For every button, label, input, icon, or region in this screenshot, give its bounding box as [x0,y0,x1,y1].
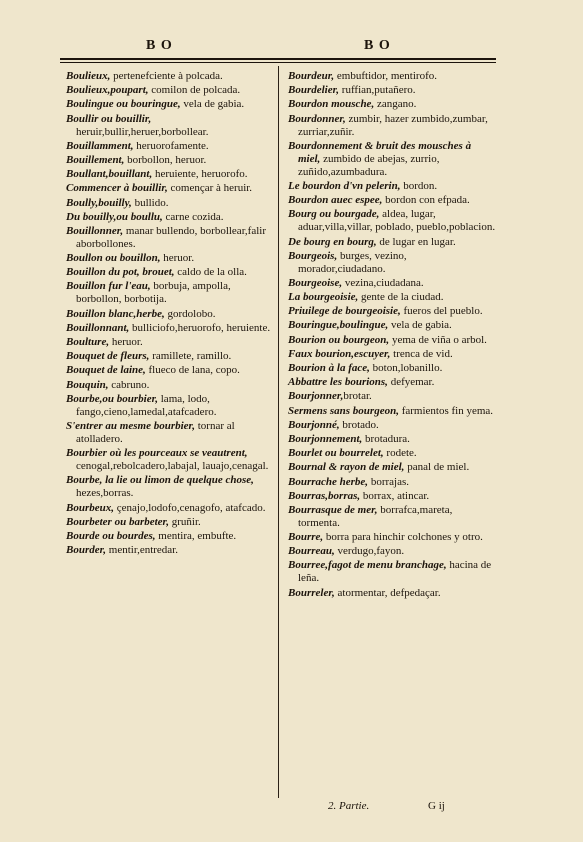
dictionary-entry [288,461,496,474]
dictionary-entry [288,419,496,432]
right-column [288,70,496,601]
entry-headword: Boully,bouilly, [66,196,132,209]
entry-headword: Boulieux,poupart, [66,84,149,97]
dictionary-entry [66,393,274,419]
header-left: B O [146,38,173,53]
column-divider [278,66,279,798]
entry-headword: Sermens sans bourgeon, [288,404,399,417]
entry-headword: Bourlet ou bourrelet, [288,447,384,460]
dictionary-entry [66,280,274,306]
entry-definition: embuftidor, mentirofo. [334,70,437,82]
entry-headword: Bouillon blanc,herbe, [66,307,165,320]
entry-headword: Bourbier où les pourceaux se veautrent, [66,447,248,460]
entry-definition: borrajas. [368,475,409,488]
dictionary-entry [288,405,496,418]
entry-definition: gruñir. [168,515,201,528]
entry-definition: hezes,borras. [76,487,134,500]
header-rule-thin [60,62,496,63]
entry-definition: hacina de leña. [298,559,492,585]
entry-definition: brotadura. [362,432,410,445]
left-column [66,70,274,558]
entry-definition: cabruno. [108,378,150,391]
dictionary-entry [66,516,274,529]
entry-definition: pertenefciente à polcada. [110,70,223,82]
entry-headword: Bourde ou bourdes, [66,529,156,542]
entry-definition: bulliciofo,heruorofo, heruiente. [129,321,271,334]
header-right: B O [364,38,391,53]
entry-headword: Le bourdon d'vn pelerin, [288,179,401,192]
dictionary-entry [66,474,274,500]
entry-headword: Bouquet de laine, [66,364,146,377]
dictionary-entry [66,211,274,224]
entry-definition: gordolobo. [164,307,216,320]
entry-definition: vezina,ciudadana. [342,276,424,289]
entry-definition: carne cozida. [162,210,224,223]
entry-headword: Boullon ou bouillon, [66,252,161,265]
entry-definition: de lugar en lugar. [376,235,456,248]
dictionary-entry [288,334,496,347]
entry-headword: Boullant,bouillant, [66,168,153,181]
dictionary-entry [66,447,274,473]
dictionary-entry [66,336,274,349]
dictionary-entry [288,113,496,139]
entry-definition: començar à heruir. [167,182,253,195]
entry-definition: boton,lobanillo. [369,362,443,374]
dictionary-entry [288,194,496,207]
entry-definition: heruorofamente. [133,139,209,152]
entry-headword: Bourg ou bourgade, [288,208,380,221]
dictionary-entry [288,208,496,234]
entry-headword: De bourg en bourg, [288,235,377,248]
entry-headword: Bourrasque de mer, [288,503,378,516]
dictionary-entry [288,84,496,97]
entry-headword: Bouillamment, [66,139,134,152]
dictionary-entry [66,502,274,515]
entry-headword: Bourjonnement, [288,432,363,445]
entry-headword: Bourjonné, [288,418,340,431]
entry-headword: Bouillement, [66,153,125,166]
entry-headword: Bourbe, la lie ou limon de quelque chose, [66,474,254,487]
entry-definition: borrafca,mareta, tormenta. [298,503,453,529]
entry-headword: Bouquin, [66,378,109,391]
dictionary-entry [66,70,274,83]
entry-headword: Bouillonner, [66,224,124,237]
dictionary-entry [66,322,274,335]
entry-definition: manar bullendo, borbollear,falir aborbollones. [76,224,266,250]
entry-definition: yema de viña o arbol. [389,333,487,346]
entry-definition: borra para hinchir colchones y otro. [323,531,483,544]
dictionary-entry [66,154,274,167]
entry-headword: Bouillonnant, [66,321,130,334]
dictionary-entry [288,545,496,558]
entry-headword: Bourrache herbe, [288,475,369,488]
signature-mark: G ij [428,800,445,812]
entry-definition: brotar. [343,390,372,403]
dictionary-entry [288,140,496,179]
entry-headword: Bouillon du pot, brouet, [66,266,175,279]
entry-headword: Abbattre les bourions, [288,376,388,389]
entry-definition: rodete. [383,447,417,460]
dictionary-entry [66,84,274,97]
dictionary-entry [288,390,496,403]
entry-definition: ramillete, ramillo. [149,350,232,363]
entry-definition: zangano. [374,98,417,111]
dictionary-entry [66,98,274,111]
dictionary-entry [66,266,274,279]
entry-headword: Bourras,borras, [288,489,361,502]
entry-definition: aldea, lugar, aduar,villa,villar, poblado, pueblo,poblacion. [298,208,496,234]
entry-definition: vela de gabia. [388,319,452,332]
dictionary-entry [288,376,496,389]
entry-definition: borbuja, ampolla, borbollon, borbotija. [76,280,231,306]
dictionary-entry [288,250,496,276]
entry-definition: heruir,bullir,heruer,borbollear. [76,125,209,138]
entry-definition: zumbido de abejas, zurrio, zuñido,azumbadura. [298,152,440,178]
entry-headword: Bourgeois, [288,249,338,262]
dictionary-page [60,30,496,830]
entry-headword: Boullir ou bouillir, [66,112,152,125]
entry-definition: brotado. [339,418,379,431]
entry-headword: Bourre, [288,531,324,544]
dictionary-entry [288,305,496,318]
entry-headword: Bourion à la face, [288,362,370,374]
entry-definition: gente de la ciudad. [358,291,444,304]
entry-headword: La bourgeoisie, [288,291,359,304]
running-header [60,38,496,56]
dictionary-entry [288,180,496,193]
entry-definition: borrax, atincar. [360,489,430,502]
entry-headword: Bourbeux, [66,501,114,514]
dictionary-entry [288,319,496,332]
entry-definition: vela de gabia. [180,98,245,111]
entry-headword: Bourjonner, [288,390,344,403]
entry-headword: Commencer à bouillir, [66,182,168,195]
entry-headword: Du bouilly,ou boullu, [66,210,163,223]
entry-definition: bullido. [131,196,169,209]
entry-headword: Bourder, [66,544,107,557]
entry-definition: heruor. [160,252,195,265]
entry-headword: Boulieux, [66,70,111,82]
dictionary-entry [66,350,274,363]
dictionary-entry [288,236,496,249]
dictionary-entry [288,277,496,290]
dictionary-entry [66,113,274,139]
dictionary-entry [66,420,274,446]
entry-headword: Bourdonnement & bruit des mousches à miel, [288,139,472,165]
entry-definition: lama, lodo, fango,cieno,lamedal,atafcadero. [76,392,217,418]
dictionary-entry [288,476,496,489]
dictionary-entry [288,587,496,600]
entry-headword: Bourreau, [288,545,335,558]
dictionary-entry [288,559,496,585]
dictionary-entry [288,348,496,361]
entry-definition: heruor. [109,336,143,348]
entry-definition: borbollon, heruor. [124,153,207,166]
entry-headword: Bournal & rayon de miel, [288,461,405,474]
dictionary-entry [66,140,274,153]
dictionary-entry [66,168,274,181]
entry-definition: ruffian,putañero. [339,84,416,97]
entry-headword: Bouillon fur l'eau, [66,280,151,293]
entry-definition: farmientos fin yema. [398,404,494,417]
dictionary-entry [66,182,274,195]
entry-definition: bordon. [400,179,438,192]
part-label: 2. Partie. [328,800,370,812]
dictionary-entry [66,544,274,557]
entry-headword: Bourree,fagot de menu branchage, [288,559,447,572]
entry-headword: Bourdelier, [288,84,340,97]
entry-headword: Bourbeter ou barbeter, [66,515,169,528]
dictionary-entry [288,447,496,460]
dictionary-entry [288,70,496,83]
dictionary-entry [66,308,274,321]
entry-definition: burges, vezino, morador,ciudadano. [298,249,407,275]
dictionary-entry [288,531,496,544]
entry-headword: Bourgeoise, [288,276,343,289]
dictionary-entry [66,225,274,251]
dictionary-entry [288,504,496,530]
dictionary-entry [66,252,274,265]
entry-headword: Bouquet de fleurs, [66,350,150,363]
entry-headword: S'entrer au mesme bourbier, [66,419,195,432]
entry-headword: Priuilege de bourgeoisie, [288,305,401,318]
entry-definition: zumbir, hazer zumbido,zumbar, zurriar,zuñir. [298,112,488,138]
entry-headword: Faux bourion,escuyer, [288,347,391,360]
entry-definition: flueco de lana, copo. [145,364,240,377]
entry-headword: Boulingue ou bouringue, [66,98,181,111]
entry-headword: Bourion ou bourgeon, [288,333,390,346]
entry-headword: Bourdeur, [288,70,335,82]
dictionary-entry [288,433,496,446]
entry-definition: atormentar, defpedaçar. [334,586,441,599]
entry-definition: verdugo,fayon. [334,545,405,558]
dictionary-entry [66,197,274,210]
entry-definition: fueros del pueblo. [400,305,483,318]
entry-definition: defyemar. [387,376,435,389]
entry-definition: tornar al atolladero. [76,419,235,445]
dictionary-entry [288,291,496,304]
dictionary-entry [288,98,496,111]
dictionary-entry [66,364,274,377]
entry-definition: mentir,entredar. [106,544,178,557]
entry-headword: Bourreler, [288,586,335,599]
entry-headword: Bourdonner, [288,112,346,125]
entry-definition: heruiente, heruorofo. [152,168,248,181]
entry-definition: bordon con efpada. [382,194,470,207]
entry-definition: cenogal,rebolcadero,labajal, lauajo,cenagal. [76,460,269,473]
entry-headword: Bourdon mousche, [288,98,375,111]
entry-definition: caldo de la olla. [174,266,247,279]
entry-headword: Bourbe,ou bourbier, [66,392,158,405]
entry-definition: çenajo,lodofo,cenagofo, atafcado. [114,501,266,514]
entry-definition: mentira, embufte. [155,529,237,542]
entry-headword: Bouringue,boulingue, [288,319,389,332]
header-rule [60,58,496,60]
entry-headword: Bourdon auec espee, [288,194,383,207]
entry-definition: panal de miel. [404,461,470,474]
entry-definition: trenca de vid. [390,347,453,360]
dictionary-entry [66,530,274,543]
dictionary-entry [66,379,274,392]
dictionary-entry [288,490,496,503]
dictionary-entry [288,362,496,375]
entry-definition: comilon de polcada. [148,84,241,97]
entry-headword: Boulture, [66,336,110,348]
